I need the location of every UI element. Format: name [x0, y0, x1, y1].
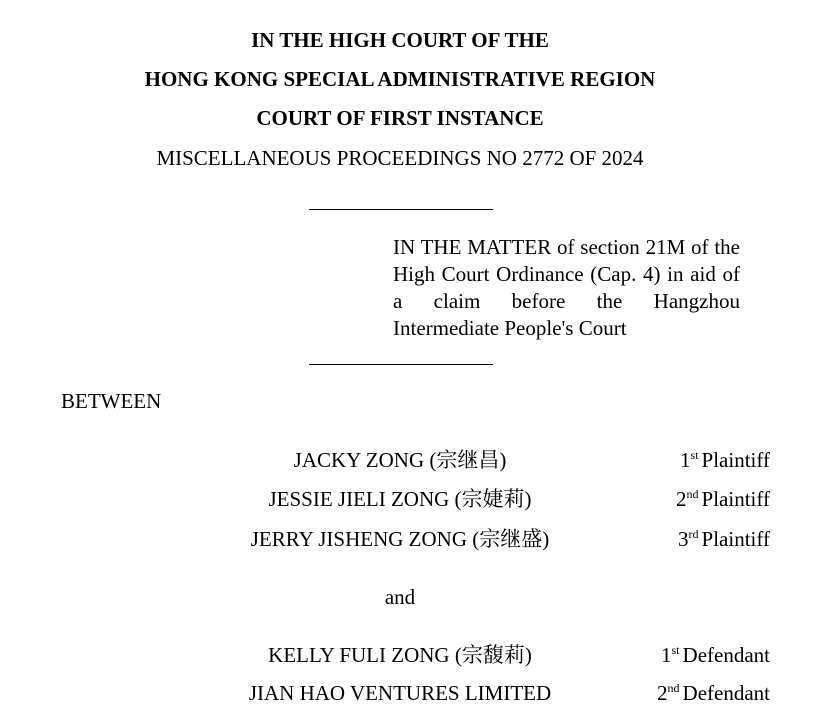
court-title-line-1: IN THE HIGH COURT OF THE — [251, 28, 549, 52]
defendant-1-name: KELLY FULI ZONG (宗馥莉) — [268, 643, 532, 667]
role-label: Defendant — [682, 643, 770, 667]
role-label: Plaintiff — [701, 527, 770, 551]
between-label: BETWEEN — [61, 389, 162, 413]
and-label: and — [384, 585, 416, 609]
ordinal-number: 2 — [657, 681, 668, 705]
plaintiff-3-name: JERRY JISHENG ZONG (宗继盛) — [250, 527, 550, 551]
ordinal-number: 3 — [678, 527, 689, 551]
defendant-2-name: JIAN HAO VENTURES LIMITED — [248, 681, 552, 705]
ordinal-number: 1 — [661, 643, 672, 667]
role-label: Defendant — [682, 681, 770, 705]
plaintiff-2-role — [676, 489, 770, 510]
plaintiff-1-role — [680, 450, 770, 471]
ordinal-number: 2 — [676, 487, 687, 511]
ordinal-suffix: st — [671, 643, 680, 657]
divider-bottom — [309, 364, 493, 365]
plaintiff-3-role — [678, 529, 770, 550]
ordinal-number: 1 — [680, 448, 691, 472]
ordinal-suffix: nd — [667, 681, 680, 695]
divider-top — [309, 209, 493, 210]
role-label: Plaintiff — [701, 448, 770, 472]
role-label: Plaintiff — [701, 487, 770, 511]
defendant-1-role — [661, 645, 770, 666]
defendant-2-role — [657, 683, 770, 704]
ordinal-suffix: rd — [688, 527, 699, 541]
court-title-line-3: COURT OF FIRST INSTANCE — [256, 106, 544, 130]
plaintiff-2-name: JESSIE JIELI ZONG (宗婕莉) — [268, 487, 532, 511]
ordinal-suffix: nd — [686, 487, 699, 501]
proceedings-number: MISCELLANEOUS PROCEEDINGS NO 2772 OF 2024 — [156, 146, 644, 170]
plaintiff-1-name: JACKY ZONG (宗继昌) — [293, 448, 507, 472]
ordinal-suffix: st — [690, 448, 699, 462]
matter-paragraph: IN THE MATTER of section 21M of the High Court Ordinance (Cap. 4) in aid of a claim before the Hangzhou Intermediate People's Court — [393, 235, 740, 340]
court-title-line-2: HONG KONG SPECIAL ADMINISTRATIVE REGION — [144, 67, 656, 91]
